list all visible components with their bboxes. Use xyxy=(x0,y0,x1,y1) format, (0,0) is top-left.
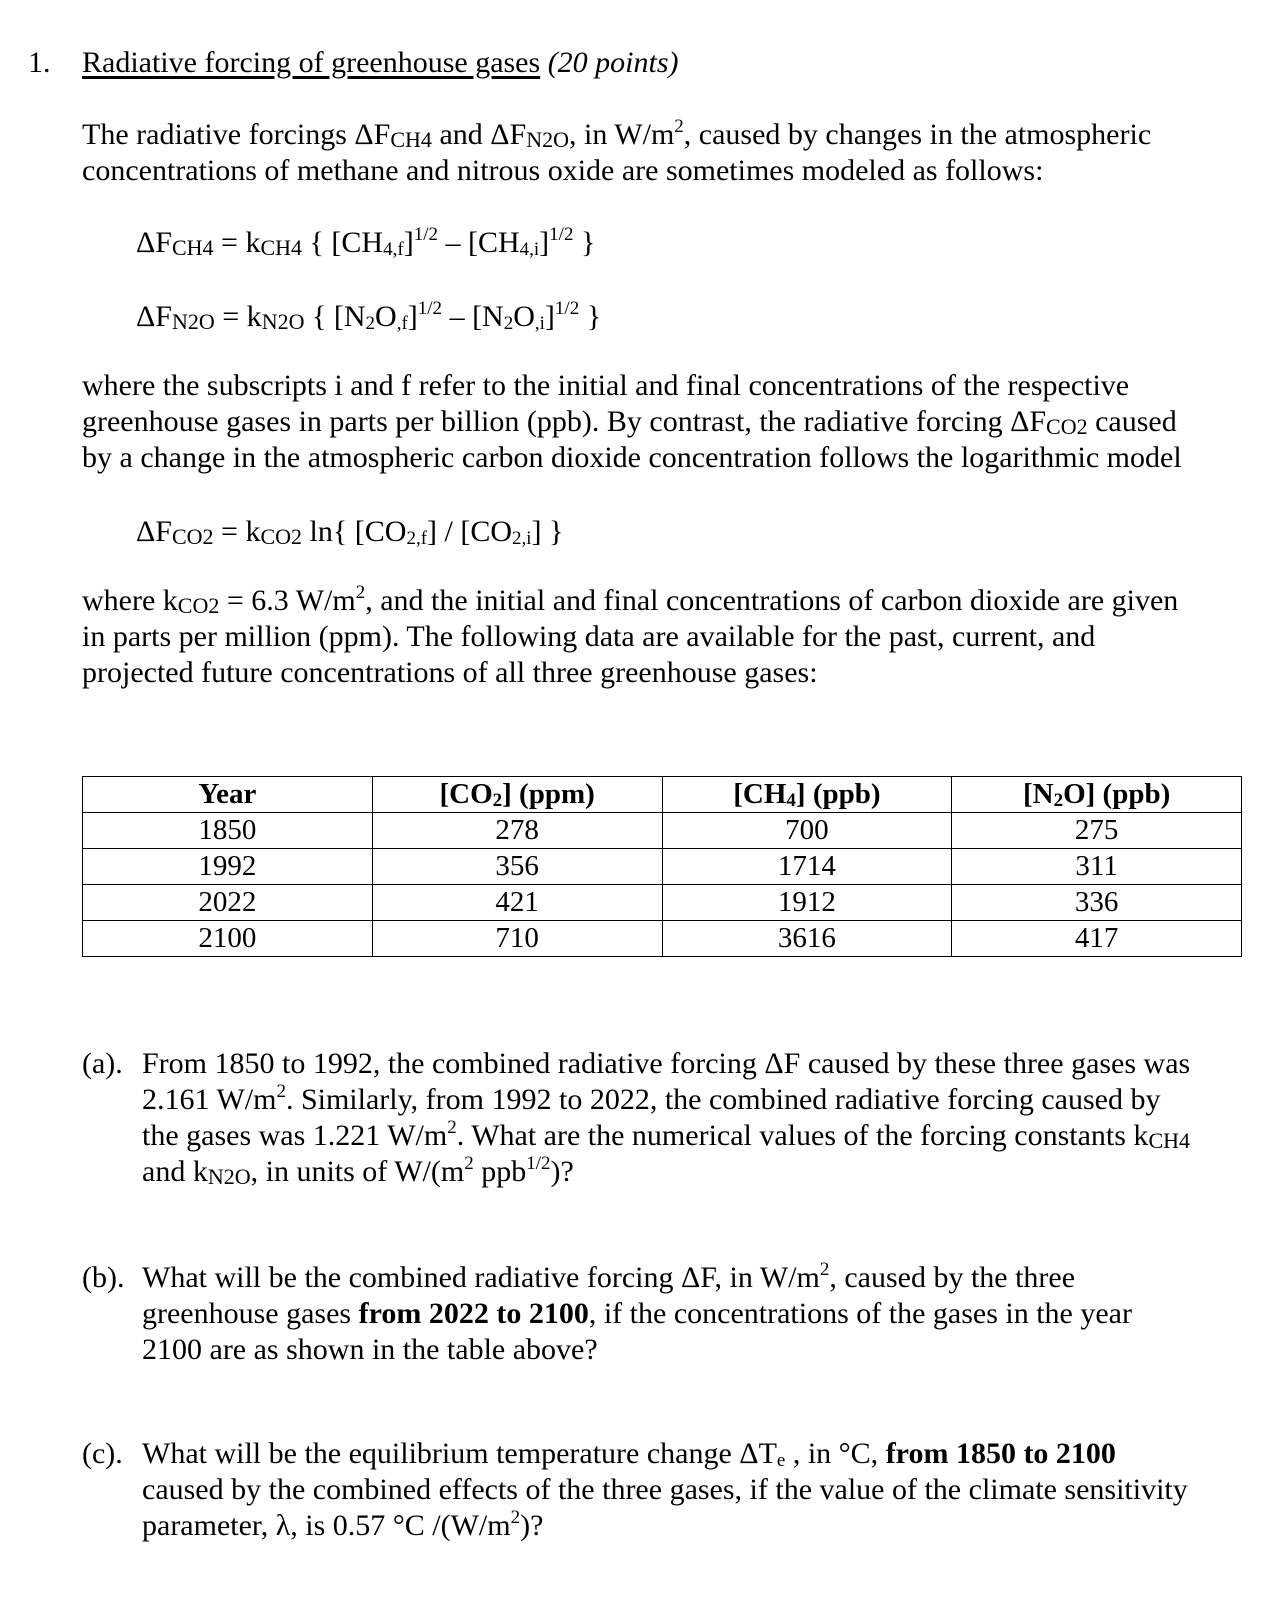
cell-ch4: 700 xyxy=(662,813,952,849)
equation-co2: $\Delta F_{CO2} = k_{CO2}$ ln{ $[CO_{2,f}] / [CO_{2,i}]$ } xyxy=(136,515,564,549)
cell-year: 1850 xyxy=(83,813,373,849)
question-c-line-2: caused by the combined effects of the three gases, if the value of the climate sensitivity xyxy=(142,1473,1188,1506)
equation-ch4: $\Delta F_{CH4} = k_{CH4}$ { $[CH_{4,f}]^{1/2} - [CH_{4,i}]^{1/2}$ } xyxy=(136,224,596,260)
cell-year: 2022 xyxy=(83,885,373,921)
table-row xyxy=(83,813,1242,849)
equation-n2o: $\Delta F_{N2O} = k_{N2O}$ { $[N_2O_{,f}]^{1/2} - [N_2O_{,i}]^{1/2}$ } xyxy=(136,298,602,334)
question-a-line-4: and $k_{N2O}$, in units of $W/(m^2$ ppb$^{1/2}$)? xyxy=(142,1153,574,1189)
header-year: Year xyxy=(83,777,373,813)
problem-number: 1. xyxy=(28,46,51,79)
question-c-line-3: parameter, λ, is 0.57 °C $/(W/m^2)$? xyxy=(142,1507,544,1542)
para2-line-3: by a change in the atmospheric carbon dioxide concentration follows the logarithmic model xyxy=(82,441,1182,474)
question-b-label: (b). xyxy=(82,1261,125,1294)
question-b-line-1: What will be the combined radiative forcing ΔF, in $W/m^2$, caused by the three xyxy=(142,1259,1076,1294)
cell-co2: 421 xyxy=(372,885,662,921)
cell-year: 2100 xyxy=(83,921,373,957)
cell-n2o: 275 xyxy=(952,813,1242,849)
question-b-line-3: 2100 are as shown in the table above? xyxy=(142,1333,598,1366)
table-row xyxy=(83,921,1242,957)
header-co2: $[CO_2]$ (ppm) xyxy=(372,777,662,813)
table-row xyxy=(83,849,1242,885)
concentration-table xyxy=(82,776,1242,957)
para2-line-1: where the subscripts i and f refer to the initial and final concentrations of the respective xyxy=(82,369,1130,402)
question-c-label: (c). xyxy=(82,1437,123,1470)
question-a-line-2: 2.161 $W/m^2$. Similarly, from 1992 to 2022, the combined radiative forcing caused by xyxy=(142,1081,1161,1116)
cell-ch4: 3616 xyxy=(662,921,952,957)
question-a-line-3: the gases was 1.221 $W/m^2$. What are the numerical values of the forcing constants $k_{CH4}$ xyxy=(142,1117,1190,1153)
header-n2o: $[N_2O]$ (ppb) xyxy=(952,777,1242,813)
intro-line-2: concentrations of methane and nitrous oxide are sometimes modeled as follows: xyxy=(82,154,1044,187)
cell-ch4: 1912 xyxy=(662,885,952,921)
cell-co2: 356 xyxy=(372,849,662,885)
cell-n2o: 417 xyxy=(952,921,1242,957)
header-ch4: $[CH_4]$ (ppb) xyxy=(662,777,952,813)
cell-ch4: 1714 xyxy=(662,849,952,885)
table-header-row xyxy=(83,777,1242,813)
para3-line-2: in parts per million (ppm). The following data are available for the past, current, and xyxy=(82,620,1096,653)
para3-line-1: where $k_{CO2} = 6.3$ $W/m^2$, and the initial and final concentrations of carbon dioxide are given xyxy=(82,582,1179,618)
problem-title-text: Radiative forcing of greenhouse gases xyxy=(82,46,541,79)
cell-year: 1992 xyxy=(83,849,373,885)
problem-title xyxy=(82,46,679,80)
table-row xyxy=(83,885,1242,921)
cell-co2: 278 xyxy=(372,813,662,849)
question-a-line-1: From 1850 to 1992, the combined radiative forcing ΔF caused by these three gases was xyxy=(142,1047,1191,1080)
cell-n2o: 311 xyxy=(952,849,1242,885)
cell-n2o: 336 xyxy=(952,885,1242,921)
cell-co2: 710 xyxy=(372,921,662,957)
intro-line-1: The radiative forcings $\Delta F_{CH4}$ and $\Delta F_{N2O}$, in $W/m^2$, caused by changes in the atmospheric xyxy=(82,116,1152,152)
problem-points: (20 points) xyxy=(547,46,679,79)
question-b-line-2: greenhouse gases from 2022 to 2100, if the concentrations of the gases in the year xyxy=(142,1297,1132,1330)
para3-line-3: projected future concentrations of all three greenhouse gases: xyxy=(82,656,818,689)
question-a-label: (a). xyxy=(82,1047,123,1080)
question-c-line-1: What will be the equilibrium temperature change $\Delta T_e$ , in °C, from 1850 to 2100 xyxy=(142,1437,1116,1471)
para2-line-2: greenhouse gases in parts per billion (ppb). By contrast, the radiative forcing $\Delta F_{CO2}$ caused xyxy=(82,405,1177,439)
